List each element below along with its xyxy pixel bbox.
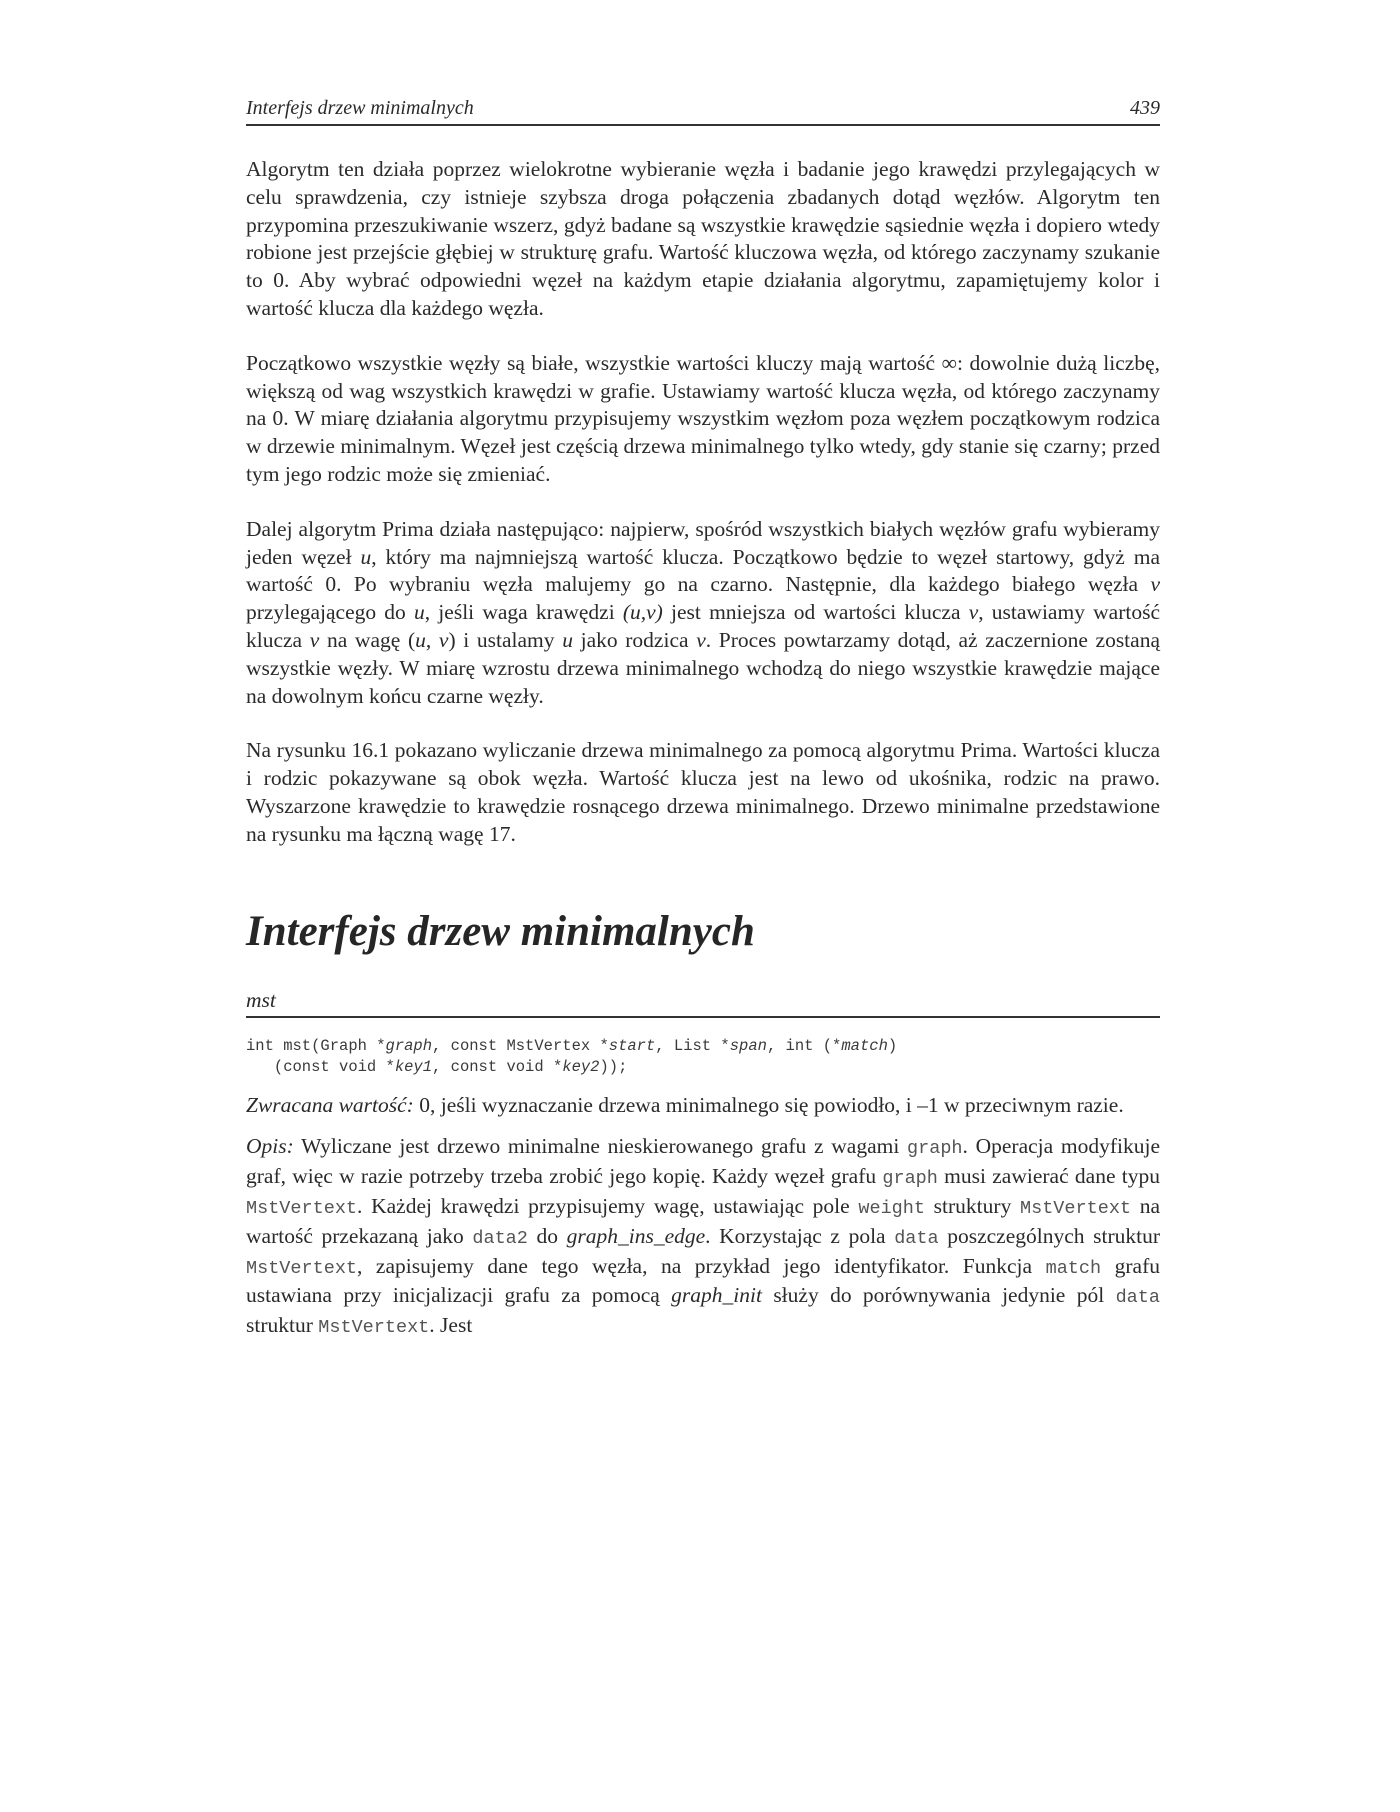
proto-text: ) xyxy=(887,1036,898,1055)
math-var: v xyxy=(1150,572,1160,597)
text-run: grafu ustawiana przy inicjalizacji grafu za pomocą xyxy=(246,1253,1160,1308)
book-page xyxy=(246,96,1160,1342)
text-run: struktur xyxy=(246,1313,319,1338)
text-run: , jeśli waga krawędzi xyxy=(424,600,623,625)
code-ref: data xyxy=(1115,1287,1160,1309)
text-run: jako rodzica xyxy=(572,627,697,652)
proto-text: , const void * xyxy=(432,1057,563,1076)
text-run: . Korzystając z pola xyxy=(705,1223,895,1248)
text-run: musi zawierać dane typu xyxy=(937,1164,1160,1189)
math-var: u xyxy=(414,600,425,625)
function-docs xyxy=(246,1092,1160,1342)
proto-param: start xyxy=(608,1036,656,1055)
text-run: . Proces powtarzamy dotąd, aż zaczernione zostaną wszystkie węzły. W miarę wzrostu drzewa minimalnego wchodzą do niego wszystkie krawędzie mające na dowolnym końcu czarne węzły. xyxy=(246,627,1160,708)
code-ref: graph xyxy=(907,1138,963,1160)
body-text xyxy=(246,156,1160,849)
math-var: v xyxy=(438,627,449,652)
function-heading: mst xyxy=(246,987,1160,1018)
code-ref: MstVertext xyxy=(246,1257,358,1279)
proto-text: , int (* xyxy=(766,1036,842,1055)
function-ref: graph_ins_edge xyxy=(566,1223,706,1248)
text-run: . Każdej krawędzi przypisujemy wagę, ustawiając pole xyxy=(357,1193,859,1218)
math-var: u xyxy=(415,627,426,652)
text-run: , xyxy=(425,627,439,652)
text-run: Wyliczane jest drzewo minimalne nieskierowanego grafu z wagami xyxy=(293,1134,908,1159)
math-var: v xyxy=(968,600,979,625)
proto-text: int mst(Graph * xyxy=(246,1036,386,1055)
paragraph-4: Na rysunku 16.1 pokazano wyliczanie drzewa minimalnego za pomocą algorytmu Prima. Wartości klucza i rodzic pokazywane są obok węzła. Wartość klucza jest na lewo od ukośnika, rodzic na prawo. Wyszarzone krawędzie to krawędzie rosnącego drzewa minimalnego. Drzewo minimalne przedstawione na rysunku ma łączną wagę 17. xyxy=(246,738,1160,846)
code-ref: MstVertext xyxy=(1020,1197,1132,1219)
paragraph-2: Początkowo wszystkie węzły są białe, wszystkie wartości kluczy mają wartość ∞: dowolnie dużą liczbę, większą od wag wszystkich krawędzi w grafie. Ustawiamy wartość klucza węzła, od którego zaczynamy na 0. W miarę działania algorytmu przypisujemy wszystkim węzłom poza węzłem początkowym rodzica w drzewie minimalnym. Węzeł jest częścią drzewa minimalnego tylko wtedy, gdy stanie się czarny; przed tym jego rodzic może się zmieniać. xyxy=(246,350,1161,486)
return-value-paragraph xyxy=(246,1092,1160,1120)
paragraph-1: Algorytm ten działa poprzez wielokrotne wybieranie węzła i badanie jego krawędzi przylegających w celu sprawdzenia, czy istnieje szybsza droga połączenia zbadanych dotąd węzłów. Algorytm ten przypomina przeszukiwanie wszerz, gdyż badane są wszystkie krawędzie sąsiednie węzła i dopiero wtedy robione jest przejście głębiej w strukturę grafu. Wartość kluczowa węzła, od którego zaczynamy szukanie to 0. Aby wybrać odpowiedni węzeł na każdym etapie działania algorytmu, zapamiętujemy kolor i wartość klucza dla każdego węzła. xyxy=(246,157,1160,320)
code-ref: match xyxy=(1045,1257,1102,1279)
text-run: jest mniejsza od wartości klucza xyxy=(662,600,969,625)
code-ref: MstVertext xyxy=(246,1197,358,1219)
text-run: , ustawiamy wartość klucza xyxy=(246,600,1160,652)
text-run: , zapisujemy dane tego węzła, na przykład jego identyfikator. Funkcja xyxy=(357,1253,1046,1278)
description-paragraph xyxy=(246,1133,1160,1342)
text-run: , który ma najmniejszą wartość klucza. Początkowo będzie to węzeł startowy, gdyż ma wartość 0. Po wybraniu węzła malujemy go na czarno. Następnie, dla każdego białego węzła xyxy=(246,544,1161,597)
proto-text: , List * xyxy=(655,1036,730,1055)
code-ref: MstVertext xyxy=(318,1317,430,1339)
math-var: u xyxy=(360,544,372,569)
description-label: Opis: xyxy=(246,1134,294,1159)
code-ref: graph xyxy=(882,1168,938,1190)
proto-text: (const void * xyxy=(246,1057,395,1076)
running-title: Interfejs drzew minimalnych xyxy=(246,97,474,119)
running-header xyxy=(246,96,1160,126)
text-run: na wagę ( xyxy=(319,627,416,652)
paragraph-3 xyxy=(246,516,1160,711)
function-prototype xyxy=(246,1036,1160,1078)
proto-param: span xyxy=(729,1036,767,1055)
math-var: (u,v) xyxy=(622,600,663,625)
text-run: służy do porównywania jedynie pól xyxy=(761,1283,1116,1308)
text-run: struktury xyxy=(925,1193,1020,1218)
code-ref: weight xyxy=(858,1197,925,1219)
text-run: Dalej algorytm Prima działa następująco: najpierw, spośród wszystkich białych węzłów grafu wybieramy jeden węzeł xyxy=(246,516,1160,569)
math-var: v xyxy=(309,627,320,652)
text-run: na wartość przekazaną jako xyxy=(246,1193,1161,1248)
page-number: 439 xyxy=(1130,97,1160,119)
text-run: do xyxy=(527,1223,567,1248)
code-ref: data2 xyxy=(472,1227,528,1249)
function-ref: graph_init xyxy=(671,1283,762,1308)
proto-param: match xyxy=(841,1036,888,1055)
proto-text: , const MstVertex * xyxy=(432,1036,609,1055)
proto-param: key2 xyxy=(562,1057,600,1076)
return-value-text: 0, jeśli wyznaczanie drzewa minimalnego się powiodło, i –1 w przeciwnym razie. xyxy=(413,1092,1124,1117)
text-run: ) i ustalamy xyxy=(448,627,563,652)
text-run: poszczególnych struktur xyxy=(938,1223,1161,1248)
proto-param: graph xyxy=(385,1036,433,1055)
proto-text: )); xyxy=(599,1057,628,1076)
section-title: Interfejs drzew minimalnych xyxy=(246,907,755,955)
math-var: u xyxy=(562,627,573,652)
text-run: . Jest xyxy=(429,1313,473,1338)
code-ref: data xyxy=(894,1227,939,1249)
text-run: . Operacja modyfikuje graf, więc w razie potrzeby trzeba zrobić jego kopię. Każdy węzeł grafu xyxy=(246,1134,1161,1189)
return-value-label: Zwracana wartość: xyxy=(246,1092,414,1117)
proto-param: key1 xyxy=(394,1057,433,1076)
math-var: v xyxy=(696,627,706,652)
text-run: przylegającego do xyxy=(246,600,414,625)
